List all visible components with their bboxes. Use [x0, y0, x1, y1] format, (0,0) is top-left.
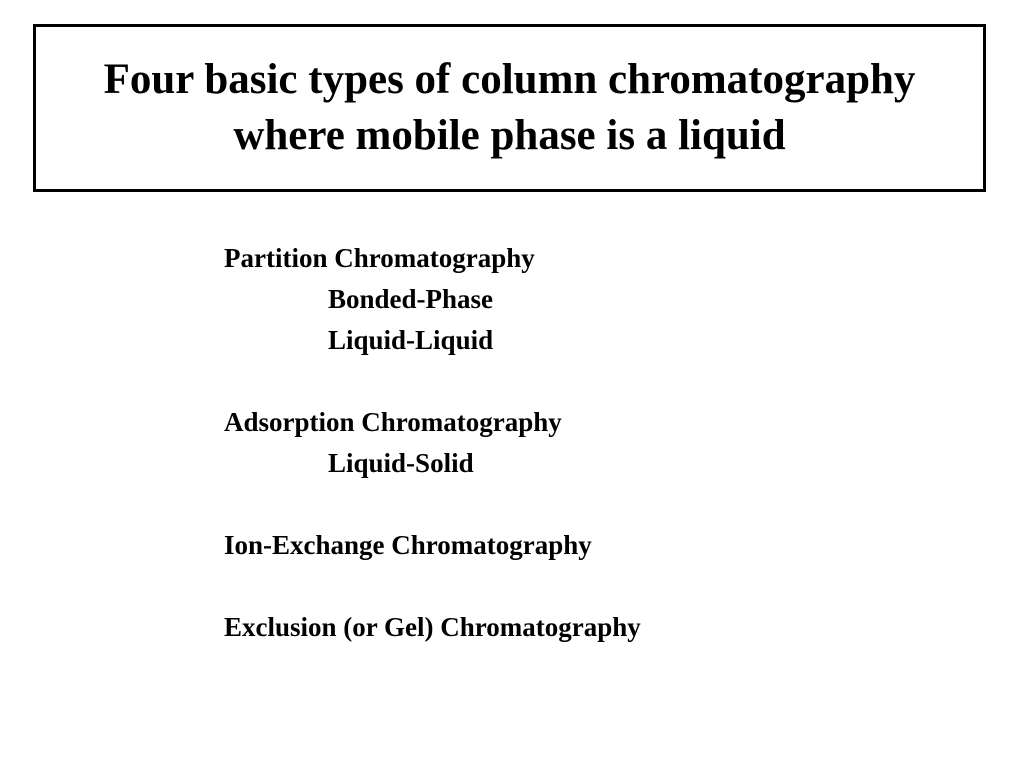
title-box — [33, 24, 986, 192]
chromatography-types-list — [224, 238, 924, 648]
spacer — [224, 484, 924, 525]
subtype-bonded-phase: Bonded-Phase — [328, 284, 494, 314]
spacer — [224, 566, 924, 607]
spacer — [224, 361, 924, 402]
type-adsorption: Adsorption Chromatography — [224, 407, 562, 437]
type-partition: Partition Chromatography — [224, 243, 535, 273]
slide-title-line-2: where mobile phase is a liquid — [233, 112, 786, 159]
subtype-liquid-liquid: Liquid-Liquid — [328, 325, 494, 355]
slide-title-line-1: Four basic types of column chromatography — [103, 56, 916, 103]
type-exclusion: Exclusion (or Gel) Chromatography — [224, 612, 641, 642]
type-ion-exchange: Ion-Exchange Chromatography — [224, 530, 592, 560]
subtype-liquid-solid: Liquid-Solid — [328, 448, 474, 478]
